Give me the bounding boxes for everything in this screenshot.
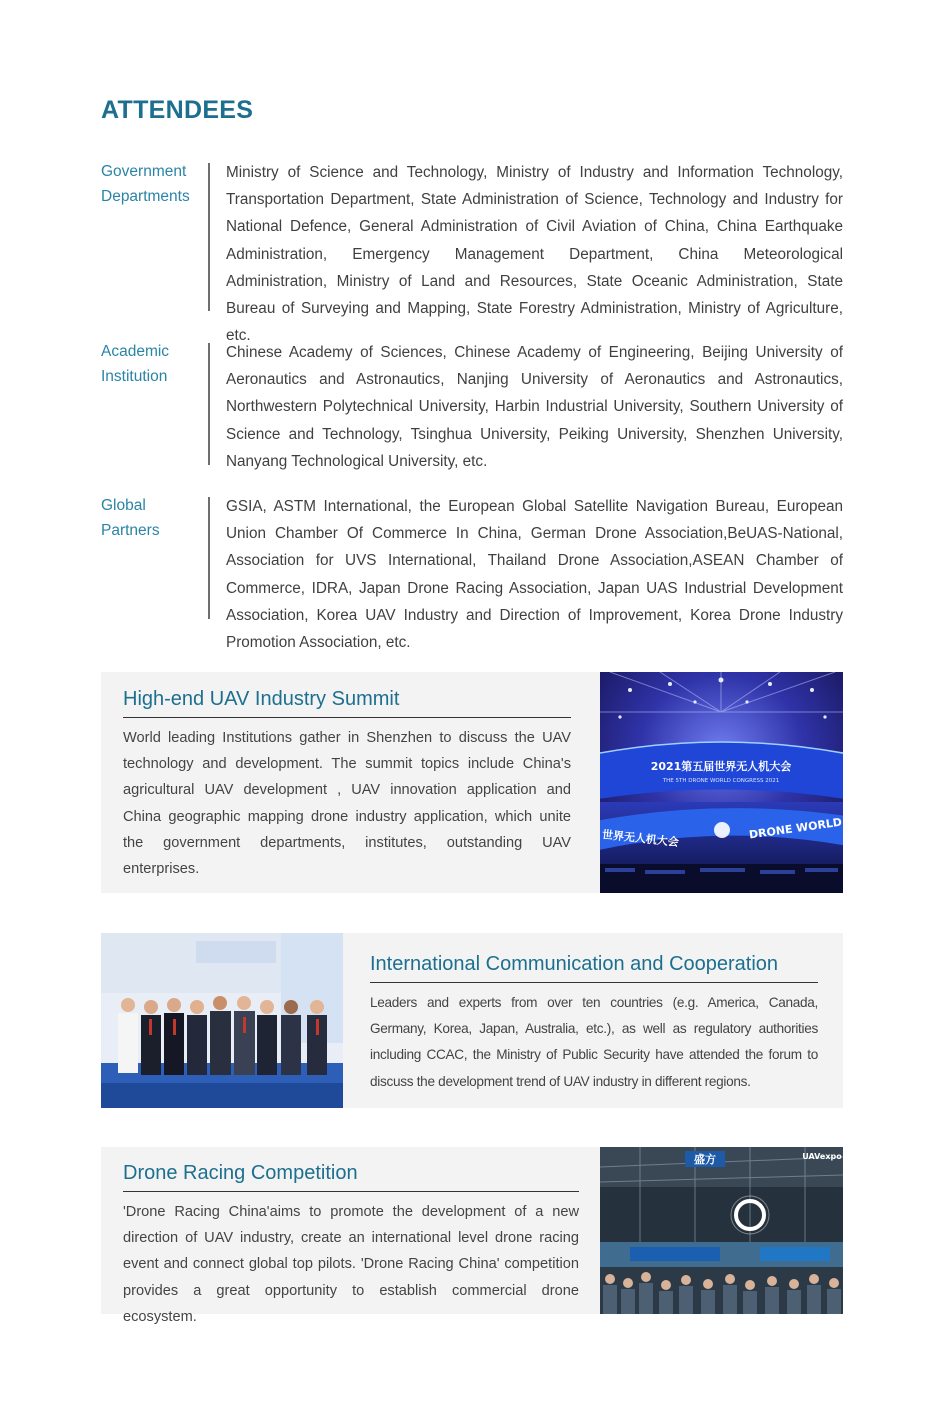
drone-racing-arena-image <box>600 1147 843 1314</box>
card-text: World leading Institutions gather in Shenzhen to discuss the UAV technology and development. The summit topics include China's agricultural UAV development , UAV innovation application and China geographic mapping drone industry application, which unite the government departments, institutes, outstanding UAV enterprises. <box>123 730 571 878</box>
attendee-label: Global Partners <box>101 497 160 539</box>
card-title: International Communication and Cooperation <box>370 951 818 983</box>
card-text: Leaders and experts from over ten countries (e.g. America, Canada, Germany, Korea, Japan, Australia, etc.), as well as regulatory authorities including CCAC, the Ministry of Public Security have attended the forum to discuss the development trend of UAV industry in different regions. <box>370 995 818 1089</box>
card-title: Drone Racing Competition <box>123 1160 579 1192</box>
divider <box>208 343 210 465</box>
attendee-text: GSIA, ASTM International, the European Global Satellite Navigation Bureau, European Union Chamber Of Commerce In China, German Drone Association,BeUAS-National, Association for UVS International, Thailand Drone Association,ASEAN Chamber of Commerce, IDRA, Japan Drone Racing Association, Japan UAS Industrial Development Association, Korea UAV Industry and Direction of Improvement, Korea Drone Industry Promotion Association, etc. <box>226 498 843 652</box>
attendee-row-government <box>101 159 843 345</box>
attendee-row-academic <box>101 339 843 479</box>
arena-sign-text: 盛方 <box>694 1153 716 1166</box>
racing-photo <box>600 1147 843 1314</box>
page-title: ATTENDEES <box>101 96 254 124</box>
congress-hall-image <box>600 672 843 893</box>
card-title: High-end UAV Industry Summit <box>123 686 571 718</box>
attendee-text: Chinese Academy of Sciences, Chinese Academy of Engineering, Beijing University of Aeronautics and Astronautics, Nanjing University of Aeronautics and Astronautics, Northwestern Polytechnical University, Harbin Industrial University, Southern University of Science and Technology, Tsinghua University, Peiking University, Shenzhen University, Nanyang Technological University, etc. <box>226 344 843 470</box>
card-text: 'Drone Racing China'aims to promote the development of a new direction of UAV industry, create an international level drone racing event and connect global top pilots. 'Drone Racing China' competition provides a great opportunity to establish commercial drone ecosystem. <box>123 1204 579 1325</box>
delegation-photo <box>101 933 343 1108</box>
divider <box>208 497 210 619</box>
cooperation-card <box>101 933 843 1108</box>
attendee-text: Ministry of Science and Technology, Ministry of Industry and Information Technology, Transportation Department, State Administration of Science, Technology and Industry for National Defence, General Administration of Civil Aviation of China, China Earthquake Administration, Emergency Management Department, China Meteorological Administration, Ministry of Land and Resources, State Oceanic Administration, State Bureau of Surveying and Mapping, State Forestry Administration, Ministry of Agriculture, etc. <box>226 164 843 345</box>
banner-cn-text: 2021第五届世界无人机大会 <box>650 760 792 773</box>
racing-card <box>101 1147 843 1325</box>
banner-en-text: THE 5TH DRONE WORLD CONGRESS 2021 <box>662 778 780 784</box>
bottom-en-text: DRONE WORLD <box>748 815 843 842</box>
delegation-group-image <box>101 933 343 1108</box>
attendee-label: Academic Institution <box>101 343 170 385</box>
congress-photo <box>600 672 843 893</box>
attendee-row-global <box>101 493 843 652</box>
bottom-cn-text: 世界无人机大会 <box>601 828 680 850</box>
attendee-label: Government Departments <box>101 163 190 205</box>
divider <box>208 163 210 311</box>
expo-logo-text: UAVexpo <box>802 1152 842 1161</box>
summit-card <box>101 672 843 893</box>
